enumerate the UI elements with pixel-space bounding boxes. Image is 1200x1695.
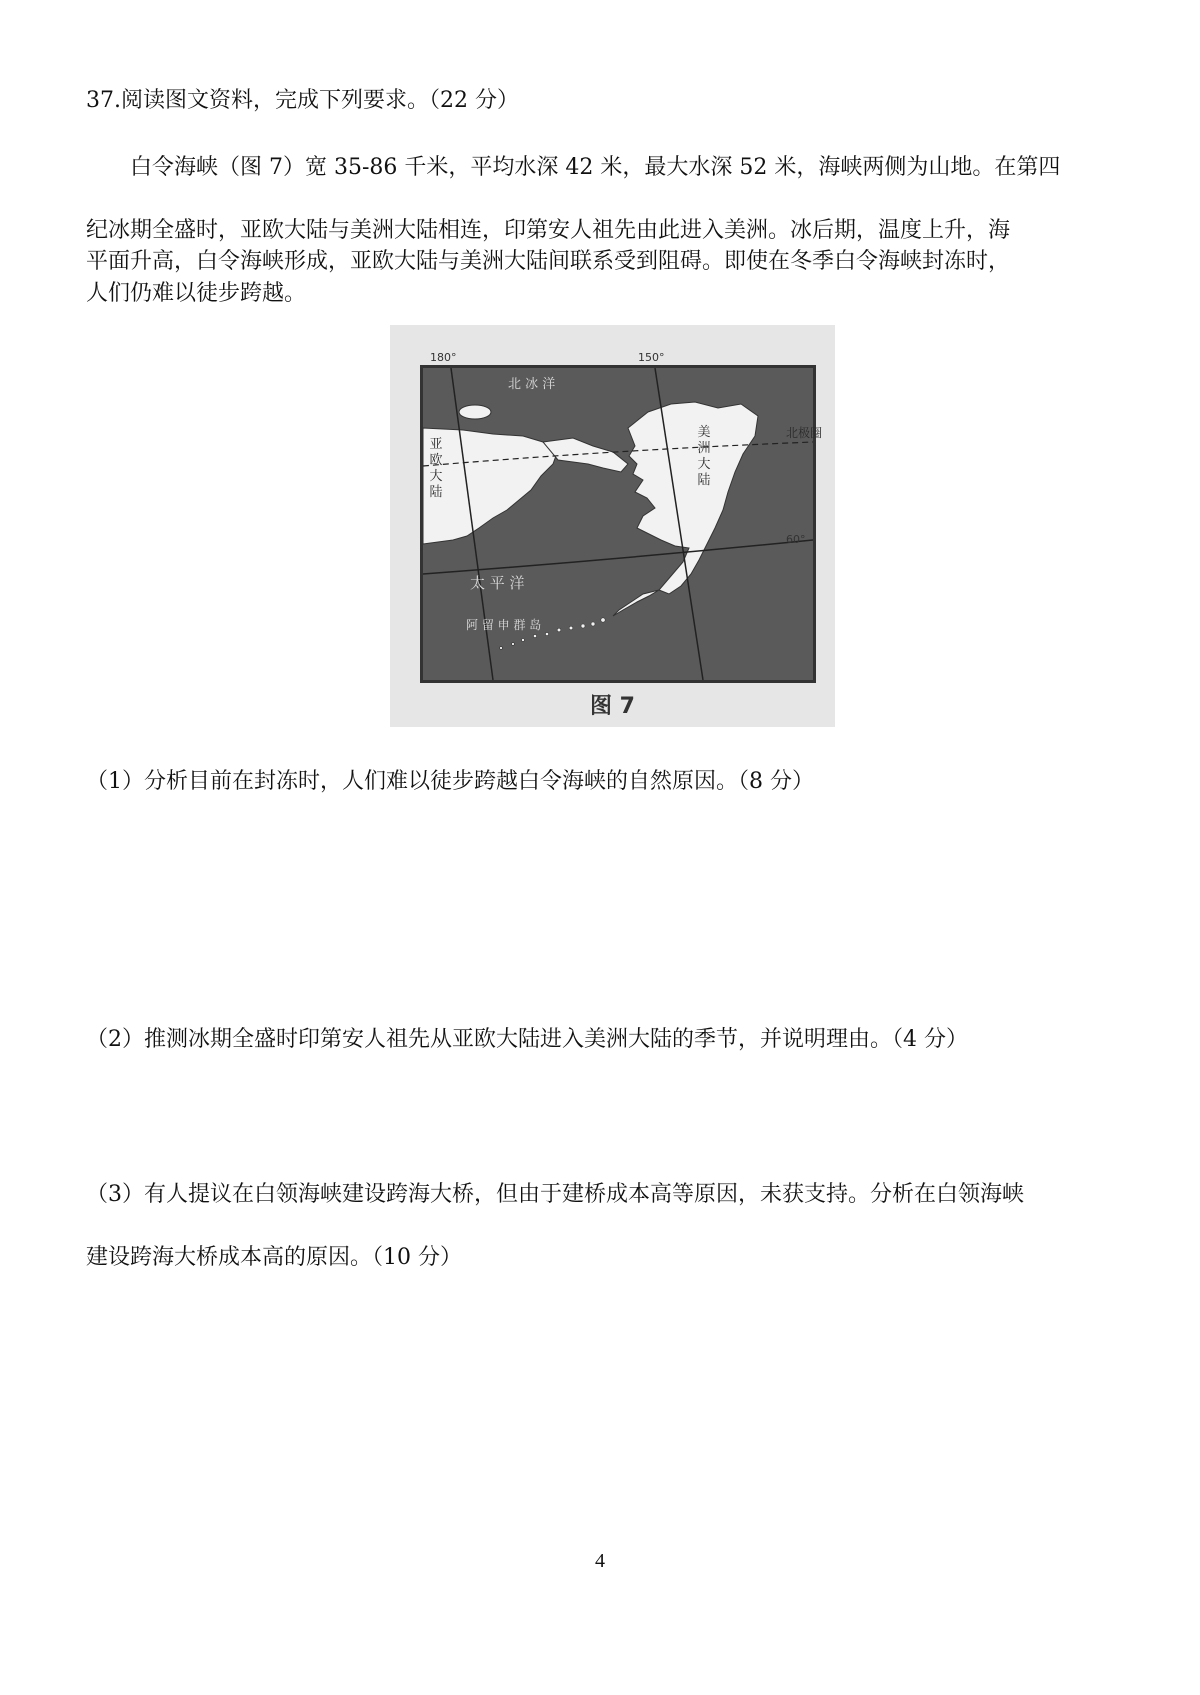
- subquestion-2: （2）推测冰期全盛时印第安人祖先从亚欧大陆进入美洲大陆的季节，并说明理由。（4 分）: [86, 1027, 968, 1052]
- paragraph-line-2: 纪冰期全盛时，亚欧大陆与美洲大陆相连，印第安人祖先由此进入美洲。冰后期，温度上升，海: [86, 218, 1011, 243]
- subquestion-3-line-1: （3）有人提议在白领海峡建设跨海大桥，但由于建桥成本高等原因，未获支持。分析在白领海峡: [86, 1182, 1025, 1207]
- figure-7: [390, 325, 835, 727]
- subquestion-1: （1）分析目前在封冻时，人们难以徒步跨越白令海峡的自然原因。（8 分）: [86, 769, 814, 794]
- subquestion-3-line-2: 建设跨海大桥成本高的原因。（10 分）: [86, 1245, 462, 1270]
- aleutian-islands-label: 阿 留 申 群 岛: [466, 618, 542, 632]
- america-label: 美洲大陆: [697, 425, 711, 488]
- longitude-150-label: 150°: [638, 351, 665, 364]
- paragraph-line-3: 平面升高，白令海峡形成，亚欧大陆与美洲大陆间联系受到阻碍。即使在冬季白令海峡封冻时，: [86, 249, 1011, 274]
- bering-strait-map: [420, 365, 816, 683]
- latitude-60-label: 60°: [786, 533, 806, 546]
- page-number: 4: [595, 1550, 605, 1572]
- paragraph-line-4: 人们仍难以徒步跨越。: [86, 281, 307, 306]
- eurasia-label: 亚欧大陆: [429, 437, 443, 500]
- arctic-ocean-label: 北 冰 洋: [508, 377, 556, 392]
- longitude-180-label: 180°: [430, 351, 457, 364]
- arctic-circle-label: 北极圈: [786, 426, 823, 440]
- question-header: 37.阅读图文资料，完成下列要求。（22 分）: [86, 88, 519, 113]
- paragraph-line-1: 白令海峡（图 7）宽 35-86 千米，平均水深 42 米，最大水深 52 米，海峡两侧为山地。在第四: [130, 155, 1061, 180]
- figure-caption: 图 7: [590, 694, 635, 719]
- map-graphic: [423, 368, 813, 680]
- pacific-ocean-label: 太 平 洋: [470, 574, 525, 592]
